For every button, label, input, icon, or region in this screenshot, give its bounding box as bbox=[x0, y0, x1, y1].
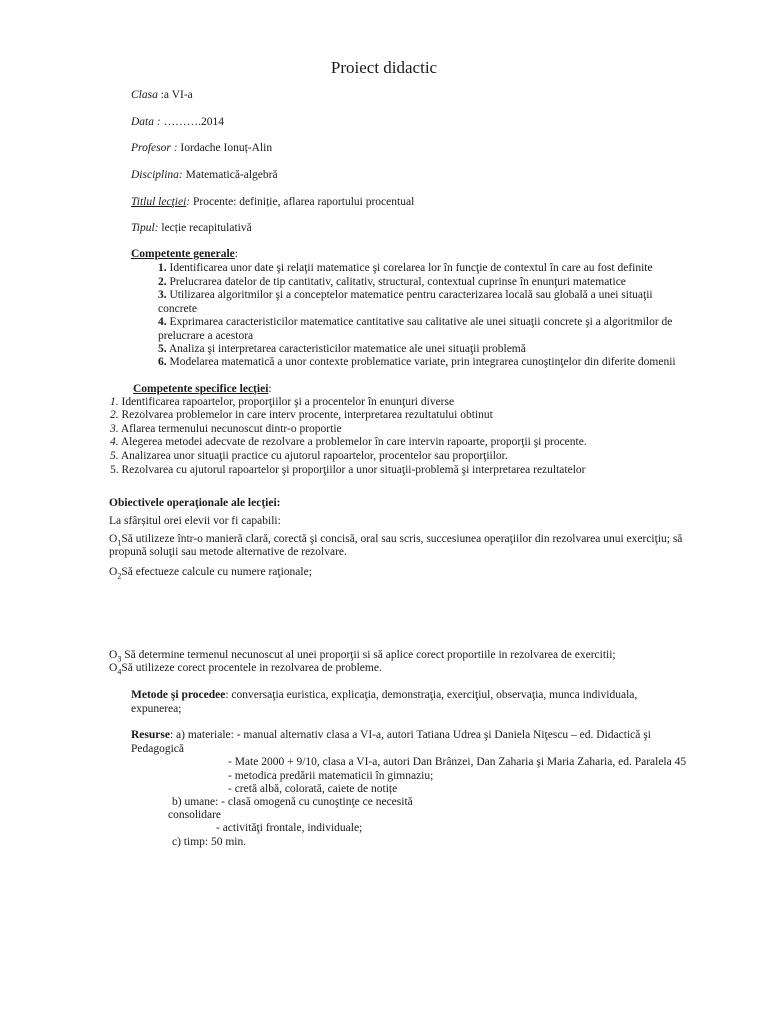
metode-continuation: expunerea; bbox=[131, 703, 182, 715]
obiectiv-prefix: O bbox=[109, 533, 118, 545]
resurse-item: - cretă albă, colorată, caiete de notițe bbox=[228, 783, 398, 795]
list-item bbox=[158, 343, 526, 356]
field-profesor-sep: : bbox=[170, 142, 181, 154]
item-text: Exprimarea caracteristicilor matematice cantitative sau calitative ale unei situaţii concrete şi a algoritmilor de bbox=[169, 316, 673, 328]
item-number: 4. bbox=[158, 316, 167, 328]
competente-specifice-heading bbox=[133, 383, 272, 396]
list-item bbox=[158, 356, 676, 369]
field-tipul bbox=[131, 222, 252, 235]
list-item bbox=[158, 316, 672, 329]
field-disciplina-label: Disciplina bbox=[131, 169, 179, 181]
field-data-value: ……….2014 bbox=[163, 116, 224, 128]
obiectiv-index: 2 bbox=[117, 571, 122, 581]
resurse-text: : a) materiale: - manual alternativ clasa a VI-a, autori Tatiana Udrea şi Daniela Niţescu – ed. Didactică şi bbox=[169, 729, 651, 741]
item-number: 6. bbox=[158, 356, 167, 368]
obiectiv-prefix: O bbox=[109, 649, 118, 661]
item-text: Identificarea rapoartelor, proporţiilor şi a procentelor în enunţuri diverse bbox=[121, 396, 455, 408]
list-item bbox=[110, 436, 587, 449]
item-number: 3. bbox=[158, 289, 167, 301]
item-text: Modelarea matematică a unor contexte problematice variate, prin integrarea cunoştinţelor din diferite domenii bbox=[169, 356, 676, 368]
field-disciplina-value: Matematică-algebră bbox=[185, 169, 278, 181]
resurse-item: - Mate 2000 + 9/10, clasa a VI-a, autori Dan Brânzei, Dan Zaharia şi Maria Zaharia, ed. Paralela 45 bbox=[228, 756, 687, 768]
item-text: Aflarea termenului necunoscut dintr-o proportie bbox=[120, 423, 342, 435]
resurse-umane: b) umane: - clasă omogenă cu cunoştinţe ce necesită bbox=[172, 796, 413, 808]
field-titlul bbox=[131, 196, 414, 209]
field-disciplina-sep: : bbox=[178, 169, 186, 181]
obiectiv-text: Să determine termenul necunoscut al unei proporţii si să aplice corect proportiile in rezolvarea de exercitii; bbox=[121, 649, 616, 661]
field-profesor-value: Iordache Ionuț-Alin bbox=[180, 142, 273, 154]
list-item bbox=[110, 464, 585, 477]
list-item bbox=[110, 396, 454, 409]
obiectiv-prefix: O bbox=[109, 662, 118, 674]
competente-generale-heading bbox=[131, 248, 238, 261]
competente-generale-heading-colon: : bbox=[234, 248, 238, 260]
item-text: Analiza şi interpretarea caracteristicilor matematice ale unei situaţii problemă bbox=[168, 343, 526, 355]
competente-specifice-heading-colon: : bbox=[268, 383, 272, 395]
metode-line bbox=[131, 689, 637, 702]
item-number: 5. bbox=[110, 464, 119, 476]
resurse-umane-item: - activităţi frontale, individuale; bbox=[216, 822, 363, 834]
field-data bbox=[131, 116, 224, 129]
item-number: 2. bbox=[158, 276, 167, 288]
obiectiv-o2 bbox=[109, 566, 312, 582]
item-text: Analizarea unor situaţii practice cu ajutorul rapoartelor, procentelor sau proporţiilor. bbox=[120, 450, 508, 462]
field-titlul-label: Titlul lecţiei bbox=[131, 196, 187, 208]
field-data-label: Data bbox=[131, 116, 154, 128]
field-tipul-label: Tipul bbox=[131, 222, 155, 234]
field-tipul-value: lecție recapitulativă bbox=[161, 222, 252, 234]
resurse-umane-continuation: consolidare bbox=[168, 809, 222, 821]
obiectiv-index: 1 bbox=[117, 538, 122, 548]
item-continuation: concrete bbox=[158, 303, 197, 315]
list-item bbox=[158, 262, 653, 275]
list-item bbox=[110, 450, 508, 463]
item-text: Alegerea metodei adecvate de rezolvare a problemelor în care intervin rapoarte, proporţii şi procente. bbox=[120, 436, 587, 448]
field-clasa-sep: : bbox=[157, 89, 164, 101]
item-text: Rezolvarea problemelor in care interv procente, interpretarea rezultatului obtinut bbox=[121, 409, 493, 421]
obiectiv-text: Să efectueze calcule cu numere raţionale; bbox=[121, 566, 312, 578]
item-text: Prelucrarea datelor de tip cantitativ, calitativ, structural, contextual cuprinse în enunţuri matematice bbox=[169, 276, 626, 288]
item-number: 5. bbox=[158, 343, 167, 355]
obiective-heading: Obiectivele operaţionale ale lecţiei: bbox=[109, 497, 281, 509]
item-text: Utilizarea algoritmilor şi a conceptelor matematice pentru caracterizarea locală sau globală a unei situaţii bbox=[169, 289, 653, 301]
field-profesor bbox=[131, 142, 272, 155]
list-item bbox=[158, 276, 626, 289]
obiectiv-prefix: O bbox=[109, 566, 118, 578]
obiectiv-o4 bbox=[109, 662, 382, 678]
obiective-intro: La sfârșitul orei elevii vor fi capabili: bbox=[109, 515, 281, 527]
resurse-line bbox=[131, 729, 651, 742]
field-titlul-value: Procente: definiție, aflarea raportului procentual bbox=[192, 196, 415, 208]
obiectiv-index: 4 bbox=[117, 667, 122, 677]
metode-label: Metode şi procedee bbox=[131, 689, 226, 701]
field-data-sep: : bbox=[154, 116, 164, 128]
metode-text: : conversaţia euristica, explicaţia, demonstraţia, exerciţiul, observaţia, munca individuala, bbox=[225, 689, 638, 701]
field-profesor-label: Profesor bbox=[131, 142, 171, 154]
field-disciplina bbox=[131, 169, 278, 182]
list-item bbox=[110, 409, 493, 422]
obiectiv-text: Să utilizeze corect procentele in rezolvarea de probleme. bbox=[121, 662, 382, 674]
field-tipul-sep: : bbox=[154, 222, 162, 234]
obiectiv-text: Să utilizeze într-o manieră clară, corectă şi concisă, oral sau scris, succesiunea operaţiilor din rezolvarea unui exerciţiu; să bbox=[121, 533, 683, 545]
competente-specifice-heading-text: Competente specifice lecţiei bbox=[133, 383, 269, 395]
field-titlul-sep: : bbox=[186, 196, 193, 208]
item-number: 1. bbox=[110, 396, 119, 408]
list-item bbox=[110, 423, 342, 436]
item-number: 3. bbox=[110, 423, 119, 435]
field-clasa-label: Clasa bbox=[131, 89, 158, 101]
item-number: 1. bbox=[158, 262, 167, 274]
obiectiv-continuation: propună soluţii sau metode alternative de rezolvare. bbox=[109, 546, 347, 558]
field-clasa bbox=[131, 89, 193, 102]
competente-generale-heading-text: Competente generale bbox=[131, 248, 235, 260]
item-text: Rezolvarea cu ajutorul rapoartelor şi proporţiilor a unor situaţii-problemă şi interpretarea rezultatelor bbox=[121, 464, 586, 476]
obiectiv-index: 3 bbox=[117, 654, 122, 664]
field-clasa-value: a VI-a bbox=[163, 89, 193, 101]
resurse-item: - metodica predării matematicii în gimnaziu; bbox=[228, 770, 434, 782]
resurse-continuation: Pedagogică bbox=[131, 743, 185, 755]
page-title: Proiect didactic bbox=[330, 58, 438, 77]
resurse-label: Resurse bbox=[131, 729, 170, 741]
item-number: 5. bbox=[110, 450, 119, 462]
item-text: Identificarea unor date şi relaţii matematice şi corelarea lor în funcţie de contextul în care au fost definite bbox=[169, 262, 653, 274]
resurse-timp: c) timp: 50 min. bbox=[172, 836, 247, 848]
item-number: 4. bbox=[110, 436, 119, 448]
item-number: 2. bbox=[110, 409, 119, 421]
list-item bbox=[158, 289, 653, 302]
item-continuation: prelucrare a acestora bbox=[158, 330, 254, 342]
